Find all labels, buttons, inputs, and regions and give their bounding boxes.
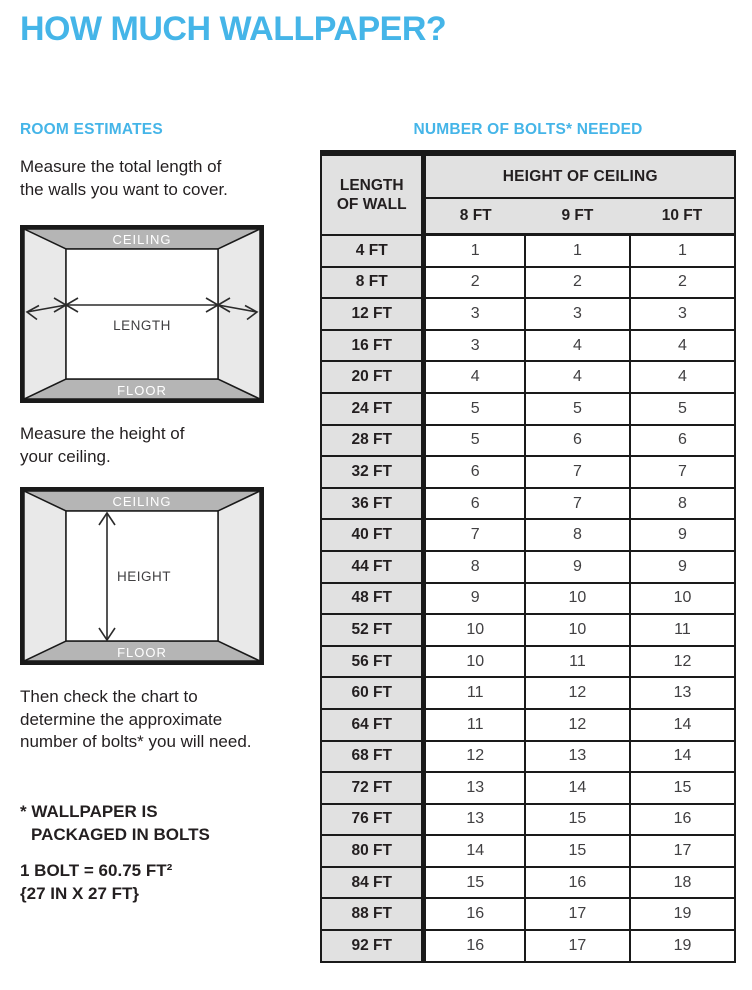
ceiling-label: CEILING (112, 232, 172, 247)
wall-length-cell: 48 FT (321, 583, 424, 615)
bolt-count-cell: 6 (525, 425, 630, 457)
text-line: Measure the height of (20, 424, 185, 443)
bolt-count-cell: 14 (630, 741, 735, 773)
number-of-bolts-heading: NUMBER OF BOLTS* NEEDED (413, 121, 643, 138)
bolt-count-cell: 8 (424, 551, 525, 583)
bolts-table-container (320, 150, 736, 963)
bolt-count-cell: 14 (630, 709, 735, 741)
text-line: Measure the total length of (20, 157, 222, 176)
wall-length-cell: 40 FT (321, 519, 424, 551)
bolt-count-cell: 4 (630, 330, 735, 362)
bolts-table (320, 150, 736, 963)
table-row (321, 741, 735, 773)
wall-length-cell: 16 FT (321, 330, 424, 362)
bolt-count-cell: 2 (630, 267, 735, 299)
bolt-count-cell: 13 (630, 677, 735, 709)
bolt-count-cell: 11 (525, 646, 630, 678)
table-row (321, 867, 735, 899)
page-title: HOW MUCH WALLPAPER? (20, 10, 447, 48)
text-line: the walls you want to cover. (20, 179, 228, 199)
bolt-count-cell: 11 (630, 614, 735, 646)
bolt-count-cell: 1 (630, 235, 735, 267)
bolt-count-cell: 5 (424, 425, 525, 457)
bolt-count-cell: 10 (630, 583, 735, 615)
measure-height-text (20, 423, 184, 468)
bolt-count-cell: 14 (525, 772, 630, 804)
bolt-count-cell: 7 (630, 456, 735, 488)
text-line: Then check the chart to (20, 687, 198, 706)
table-row (321, 456, 735, 488)
bolt-count-cell: 15 (525, 804, 630, 836)
bolt-count-cell: 7 (424, 519, 525, 551)
check-chart-text (20, 686, 252, 754)
table-row (321, 835, 735, 867)
bolt-count-cell: 12 (630, 646, 735, 678)
wall-length-cell: 84 FT (321, 867, 424, 899)
floor-label: FLOOR (117, 383, 167, 398)
bolt-count-cell: 15 (424, 867, 525, 899)
bolt-count-cell: 10 (525, 583, 630, 615)
height-label: HEIGHT (116, 569, 172, 584)
bolt-count-cell: 9 (630, 519, 735, 551)
table-row (321, 614, 735, 646)
bolt-count-cell: 2 (525, 267, 630, 299)
wall-length-cell: 76 FT (321, 804, 424, 836)
group-header-height-of-ceiling: HEIGHT OF CEILING (424, 153, 735, 198)
table-row (321, 330, 735, 362)
bolt-count-cell: 3 (630, 298, 735, 330)
bolt-count-cell: 8 (525, 519, 630, 551)
bolt-count-cell: 16 (630, 804, 735, 836)
wallpaper-footnote (20, 801, 210, 846)
wall-length-cell: 52 FT (321, 614, 424, 646)
table-row (321, 804, 735, 836)
bolt-count-cell: 9 (424, 583, 525, 615)
wall-length-cell: 44 FT (321, 551, 424, 583)
table-row (321, 267, 735, 299)
wall-length-cell: 60 FT (321, 677, 424, 709)
bolt-count-cell: 4 (424, 361, 525, 393)
length-room-diagram (20, 225, 264, 403)
bolt-count-cell: 7 (525, 456, 630, 488)
back-wall-panel (66, 249, 218, 379)
table-row (321, 583, 735, 615)
bolt-count-cell: 3 (424, 298, 525, 330)
wall-length-cell: 92 FT (321, 930, 424, 962)
text-line: * WALLPAPER IS (20, 802, 158, 821)
wall-length-cell: 20 FT (321, 361, 424, 393)
col-header-8ft: 8 FT (424, 198, 525, 235)
bolt-count-cell: 10 (424, 614, 525, 646)
table-row (321, 393, 735, 425)
table-row (321, 930, 735, 962)
bolt-count-cell: 15 (630, 772, 735, 804)
table-row (321, 772, 735, 804)
bolt-count-cell: 17 (630, 835, 735, 867)
bolt-count-cell: 10 (424, 646, 525, 678)
col-header-10ft: 10 FT (630, 198, 735, 235)
bolt-table-body (321, 235, 735, 962)
bolt-count-cell: 16 (525, 867, 630, 899)
bolt-count-cell: 9 (525, 551, 630, 583)
bolt-count-cell: 13 (424, 804, 525, 836)
bolt-count-cell: 18 (630, 867, 735, 899)
bolt-count-cell: 17 (525, 898, 630, 930)
wall-length-cell: 64 FT (321, 709, 424, 741)
col-header-9ft: 9 FT (525, 198, 630, 235)
bolt-count-cell: 16 (424, 898, 525, 930)
wall-length-cell: 12 FT (321, 298, 424, 330)
bolt-count-cell: 3 (525, 298, 630, 330)
table-row (321, 235, 735, 267)
text-line: 1 BOLT = 60.75 FT² (20, 861, 173, 880)
bolt-count-cell: 7 (525, 488, 630, 520)
bolt-count-cell: 19 (630, 898, 735, 930)
bolt-count-cell: 12 (424, 741, 525, 773)
wall-length-cell: 8 FT (321, 267, 424, 299)
bolt-count-cell: 1 (525, 235, 630, 267)
text-line: {27 IN X 27 FT} (20, 883, 140, 903)
wall-length-cell: 4 FT (321, 235, 424, 267)
table-row (321, 425, 735, 457)
bolt-count-cell: 12 (525, 709, 630, 741)
wall-length-cell: 36 FT (321, 488, 424, 520)
bolt-size-info (20, 860, 172, 905)
bolt-count-cell: 6 (630, 425, 735, 457)
bolt-count-cell: 9 (630, 551, 735, 583)
bolt-count-cell: 16 (424, 930, 525, 962)
wall-length-cell: 88 FT (321, 898, 424, 930)
bolt-count-cell: 14 (424, 835, 525, 867)
bolt-count-cell: 15 (525, 835, 630, 867)
bolt-count-cell: 12 (525, 677, 630, 709)
measure-length-text (20, 156, 228, 201)
bolt-count-cell: 3 (424, 330, 525, 362)
bolt-count-cell: 5 (424, 393, 525, 425)
room-estimates-heading: ROOM ESTIMATES (20, 121, 163, 138)
table-row (321, 488, 735, 520)
table-row (321, 519, 735, 551)
table-row (321, 677, 735, 709)
wall-length-cell: 28 FT (321, 425, 424, 457)
bolt-count-cell: 5 (525, 393, 630, 425)
text-line: determine the approximate (20, 709, 223, 729)
wall-length-cell: 24 FT (321, 393, 424, 425)
wall-length-cell: 56 FT (321, 646, 424, 678)
table-row (321, 551, 735, 583)
floor-label: FLOOR (117, 645, 167, 660)
bolt-count-cell: 13 (525, 741, 630, 773)
bolt-count-cell: 5 (630, 393, 735, 425)
bolt-count-cell: 10 (525, 614, 630, 646)
corner-header-line: OF WALL (336, 195, 407, 213)
wall-length-cell: 68 FT (321, 741, 424, 773)
text-line: number of bolts* you will need. (20, 732, 252, 751)
bolt-count-cell: 11 (424, 677, 525, 709)
bolt-count-cell: 11 (424, 709, 525, 741)
bolt-count-cell: 8 (630, 488, 735, 520)
bolt-count-cell: 1 (424, 235, 525, 267)
bolt-count-cell: 6 (424, 488, 525, 520)
bolt-count-cell: 4 (525, 330, 630, 362)
length-label: LENGTH (113, 318, 171, 333)
table-row (321, 646, 735, 678)
left-wall-panel (24, 491, 66, 661)
height-room-diagram (20, 487, 264, 665)
corner-header-length-of-wall (321, 153, 424, 235)
right-wall-panel (218, 491, 260, 661)
ceiling-label: CEILING (112, 494, 172, 509)
wall-length-cell: 72 FT (321, 772, 424, 804)
wall-length-cell: 32 FT (321, 456, 424, 488)
table-row (321, 298, 735, 330)
bolt-count-cell: 19 (630, 930, 735, 962)
bolt-count-cell: 2 (424, 267, 525, 299)
wall-length-cell: 80 FT (321, 835, 424, 867)
table-row (321, 361, 735, 393)
table-row (321, 898, 735, 930)
bolt-count-cell: 4 (525, 361, 630, 393)
corner-header-line: LENGTH (339, 176, 404, 194)
table-row (321, 709, 735, 741)
bolt-count-cell: 4 (630, 361, 735, 393)
bolt-count-cell: 17 (525, 930, 630, 962)
text-line: your ceiling. (20, 446, 111, 466)
text-line: PACKAGED IN BOLTS (31, 824, 210, 844)
bolt-count-cell: 6 (424, 456, 525, 488)
bolt-count-cell: 13 (424, 772, 525, 804)
